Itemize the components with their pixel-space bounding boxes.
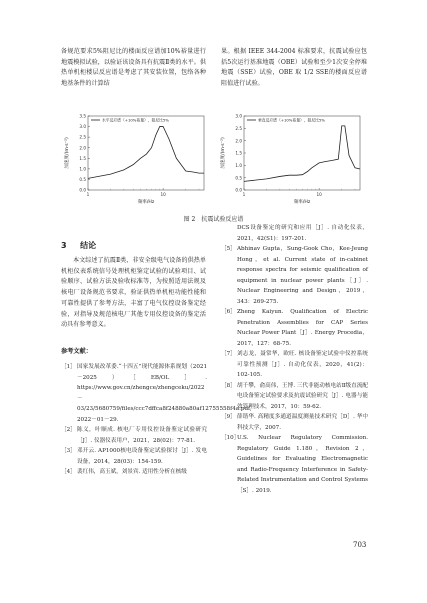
paragraph: 果。根据 IEEE 344-2004 标准要求，抗震试验应包括5次运行基准地震（OBE）试验和至少1次安全停堆地震（SSE）试验，OBE 取 1/2 SSE的楼面反应谱阻值进行试验。	[221, 48, 367, 88]
y-axis-label: 加速度/(m·s⁻²)	[221, 137, 226, 169]
reference-text: Zheng Kaiyun. Qualification of Electric Penetration Assemblies for CAP Series Nuclear Power Plant［J］. Energy Procedia，2017，127：68-75.	[237, 309, 368, 347]
y-axis-label: 加速度/(m·s⁻²)	[65, 137, 70, 169]
references-list-right	[221, 223, 368, 496]
y-tick-label: 0.5	[79, 177, 86, 183]
reference-text: Abhinav Gupta，Sung-Gook Cho，Kee-Jeung Hong，et al. Current state of in-cabinet response spectra for seismic qualification of equipment in nuclear power plants［J］. Nuclear Engineering and Design，2019，343：269-275.	[237, 246, 368, 305]
section-number: 3	[61, 241, 67, 250]
reference-number: ［10］	[221, 435, 240, 441]
y-tick-label: 1.0	[235, 162, 242, 168]
reference-item	[221, 244, 368, 307]
reference-number: ［3］	[61, 448, 76, 454]
legend-label: 水平反应谱（+10%裕量），阻尼比5%	[102, 117, 170, 123]
reference-item	[61, 467, 207, 478]
reference-item	[221, 349, 368, 381]
y-tick-label: 2.5	[79, 134, 86, 140]
reference-item	[61, 425, 207, 446]
reference-text: 陈义，叶顺成. 核电厂专用仪控设备鉴定试验研究［J］. 仪器仪表用户，2021，28(02)：77-81.	[77, 427, 207, 444]
y-tick-label: 1.5	[79, 155, 86, 161]
x-tick-label: 1	[242, 192, 246, 197]
reference-number: ［9］	[221, 414, 236, 420]
y-tick-label: 3.5	[79, 113, 86, 119]
reference-text: 国家发展改革委.“十四五”现代能源体系规划（2021－2025）［EB/OL］. https://www.gov.cn/zhengce/zhengceku/2022－03/23/5680759/files/ccc7dffca8f24880a80af12755558f4a.pdf, 2022－01－29.	[77, 364, 252, 423]
vertical-spectrum-chart	[216, 110, 366, 210]
x-tick-label: 10	[160, 192, 166, 197]
reference-item	[221, 433, 368, 496]
reference-text: U.S. Nuclear Regulatory Commission. Regulatory Guide 1.180，Revision 2，Guidelines for Evaluating Electromagnetic and Radio-Frequency Interference in Safety-Related Instrumentation and Control Systems［S］. 2019.	[237, 435, 368, 494]
reference-number: ［2］	[61, 427, 76, 433]
reference-text: 薛谐华. 高精度多通道温度测量技术研究［D］. 华中科技大学，2007.	[237, 414, 368, 431]
body-text-right-top	[221, 47, 367, 90]
y-tick-label: 0.5	[235, 175, 242, 181]
reference-number: ［7］	[221, 351, 236, 357]
y-tick-label: 3.0	[235, 113, 242, 119]
reference-number: ［4］	[61, 469, 76, 475]
paragraph: 备规范要求5%阻尼比的楼面反应谱加10%裕量进行地震模拟试验，以验证该设备具有抗震Ⅱ类的水平。供热单机柜楼层反应谱是考虑了其安装位置，包络各种地基条件的计算结	[61, 48, 206, 88]
conclusion-paragraph: 本文综述了抗震Ⅱ类、非安全级电气设备的供热单机柜仪表系统信号处理机柜鉴定试验的试验项目、试验顺序、试验方法及验收标准等，为按照适用法规及核电厂设备规范书要求，验证供热单机柜功能性能和可靠性提供了参考方法，丰富了电气仪控设备鉴定经验，对指导及规范核电厂其他专用仪控设备的鉴定活动具有参考意义。	[61, 257, 206, 329]
x-axis-label: 频率/Hz	[293, 200, 311, 205]
x-axis-label: 频率/Hz	[137, 200, 155, 205]
reference-number: ［5］	[221, 246, 236, 252]
plot-frame	[244, 116, 360, 190]
legend-label: 垂直反应谱（+10%裕量），阻尼比5%	[258, 117, 326, 123]
x-tick-label: 10	[316, 192, 322, 197]
references-title: 参考文献：	[61, 348, 92, 355]
reference-number: ［1］	[61, 364, 76, 370]
y-tick-label: 1.5	[235, 150, 242, 156]
reference-text: 胡千攀，俞高伟，王博. 三代非能动核电站Ⅱ级直流配电设备鉴定试验要求及抗震试验研究［J］. 电器与能效管理技术，2017，10：59-62.	[237, 382, 368, 410]
y-tick-label: 0.0	[235, 187, 242, 193]
chart-svg	[60, 110, 210, 210]
plot-frame	[88, 116, 204, 190]
y-tick-label: 3.0	[79, 124, 86, 130]
y-tick-label: 2.5	[235, 125, 242, 131]
body-text-left-top	[61, 47, 206, 90]
section-heading	[61, 240, 96, 251]
figure-caption: 图 2 抗震试验反应谱	[183, 216, 244, 223]
reference-continuation: DCS设备鉴定的研究和应用［J］. 自动化仪表，2021，42(S1)：197-201.	[237, 225, 368, 242]
reference-text: 刘志龙，聂常华，欧旺. 核设备鉴定试验中仪控系统可靠性预测［J］. 自动化仪表，2020，41(2)：102-105.	[237, 351, 368, 378]
reference-number: ［8］	[221, 382, 236, 389]
reference-item	[221, 307, 368, 349]
reference-item	[221, 412, 368, 433]
horizontal-spectrum-chart	[60, 110, 210, 210]
section-title: 结论	[80, 241, 97, 250]
x-tick-label: 1	[86, 192, 90, 197]
reference-item	[61, 446, 207, 467]
references-list-left	[61, 362, 252, 478]
chart-svg	[216, 110, 366, 210]
y-tick-label: 2.0	[79, 145, 86, 151]
reference-item	[221, 381, 368, 413]
reference-item	[61, 362, 252, 425]
page-number: 703	[353, 541, 367, 549]
y-tick-label: 0.0	[79, 187, 86, 193]
reference-number: ［6］	[221, 309, 236, 315]
y-tick-label: 2.0	[235, 138, 242, 144]
y-tick-label: 1.0	[79, 166, 86, 172]
reference-text: 邓开云. AP1000核电设备鉴定试验探讨［J］. 发电设备，2014，28(03)：154-159.	[77, 448, 207, 465]
reference-text: 裴红伟，高玉斌，刘景宾. 适用性分析在核级	[77, 469, 187, 475]
